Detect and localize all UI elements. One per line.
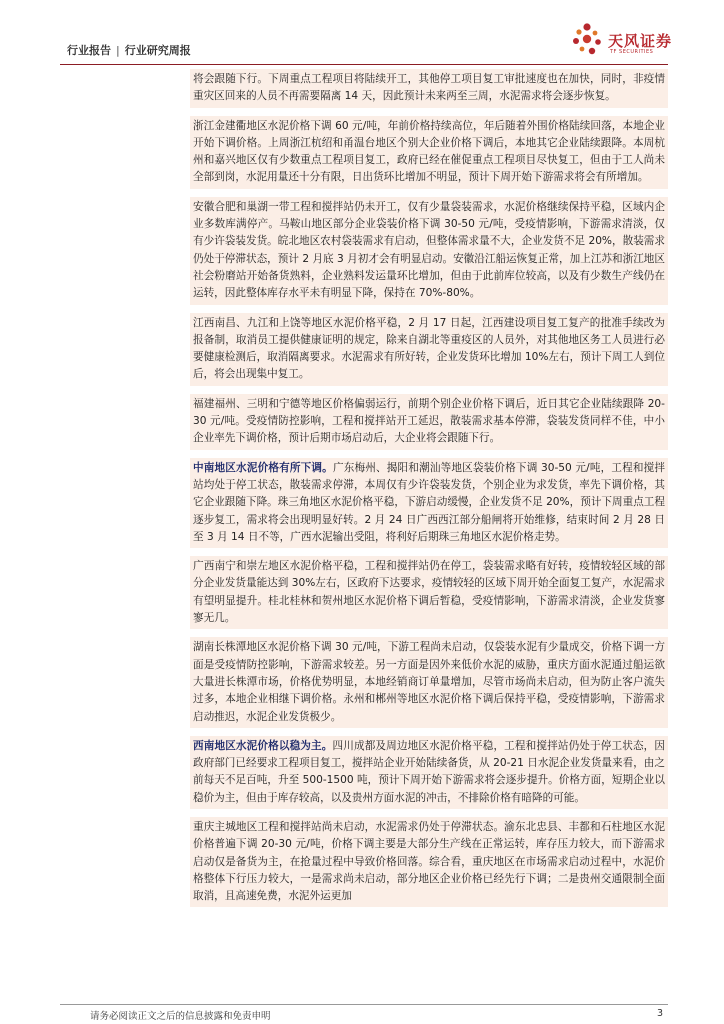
report-body (190, 69, 668, 915)
body-paragraph: 湖南长株潭地区水泥价格下调 30 元/吨，下游工程尚未启动，仅袋装水泥有少量成交，价格下调一方面是受疫情防控影响，下游需求较差。另一方面是因外来低价水泥的威胁，重庆方面水泥通过船运欲大量进长株潭市场，价格优势明显，本地经销商订单量增加，尽管市场尚未启动，但为防止客户流失过多，本地企业相继下调价格。永州和郴州等地区水泥价格下调后保持平稳，受疫情影响，下游需求启动推迟，水泥企业发货极少。 (190, 637, 668, 727)
report-subtype: 行业研究周报 (124, 44, 191, 57)
brand-name-en: TF SECURITIES (610, 49, 654, 55)
header-divider (60, 64, 668, 65)
section-lead: 中南地区水泥价格有所下调。 (193, 461, 333, 474)
body-paragraph: 广西南宁和崇左地区水泥价格平稳，工程和搅拌站仍在停工，袋装需求略有好转，疫情较轻区域的部分企业发货量能达到 30%左右，区政府下达要求，疫情较轻的区域下周开始全面复工复产，水泥需求有望明显提升。桂北桂林和贺州地区水泥价格下调后暂稳，受疫情影响，下游需求清淡，企业发货寥寥无几。 (190, 556, 668, 629)
body-paragraph: 安徽合肥和巢湖一带工程和搅拌站仍未开工，仅有少量袋装需求，水泥价格继续保持平稳，区域内企业多数库满停产。马鞍山地区部分企业袋装价格下调 30-50 元/吨，受疫情影响，下游需求清淡，仅有少许袋装发货。皖北地区农村袋装需求有启动，但整体需求量不大，企业发货不足 20%，散装需求仍处于停滞状态，预计 2 月底 3 月初才会有明显启动。安徽沿江船运恢复正常，加上江苏和浙江地区社会粉磨站开始备货熟料，企业熟料发运量环比增加，但由于此前库位较高，以及有少数生产线仍在运转，因此整体库存水平未有明显下降，保持在 70%-80%。 (190, 197, 668, 305)
body-paragraph: 将会跟随下行。下周重点工程项目将陆续开工，其他停工项目复工审批速度也在加快，同时，非疫情重灾区回来的人员不再需要隔离 14 天，因此预计未来两至三周，水泥需求将会逐步恢复。 (190, 69, 668, 108)
section-lead: 西南地区水泥价格以稳为主。 (193, 739, 333, 752)
report-type: 行业报告 (67, 44, 111, 57)
page-header (0, 0, 724, 70)
page-number: 3 (657, 1008, 664, 1019)
body-paragraph: 浙江金建衢地区水泥价格下调 60 元/吨，年前价格持续高位，年后随着外围价格陆续回落，本地企业开始下调价格。上周浙江杭绍和甬温台地区个别大企业价格下调后，本地其它企业陆续跟降。本周杭州和嘉兴地区仅有少数重点工程项目复工，政府已经在催促重点工程项目尽快复工，但由于工人尚未全部到岗，水泥用量还十分有限，日出货环比增加不明显，预计下周开始下游需求将会有所增加。 (190, 116, 668, 189)
brand-name: 天风证券 (608, 32, 673, 50)
body-paragraph: 中南地区水泥价格有所下调。广东梅州、揭阳和潮汕等地区袋装价格下调 30-50 元/吨，工程和搅拌站均处于停工状态，散装需求停滞，本周仅有少许袋装发货，个别企业为求发货，率先下调价格，其它企业跟随下降。珠三角地区水泥价格平稳，下游启动缓慢，企业发货不足 20%，预计下周重点工程逐步复工，需求将会出现明显好转。2 月 24 日广西西江部分船闸将开始维修，结束时间 2 月 28 日至 3 月 14 日不等，广西水泥输出受阻，将利好后期珠三角地区水泥价格走势。 (190, 458, 668, 548)
body-paragraph: 西南地区水泥价格以稳为主。四川成都及周边地区水泥价格平稳，工程和搅拌站仍处于停工状态，因政府部门已经要求工程项目复工，搅拌站企业开始陆续备货，从 20-21 日水泥企业发货量来看，由之前每天不足百吨，升至 500-1500 吨，预计下周开始下游需求将会逐步提升。价格方面，短期企业以稳价为主，但由于库存较高，以及贵州方面水泥的冲击，不排除价格有暗降的可能。 (190, 736, 668, 809)
report-category (67, 42, 191, 58)
footer-divider (60, 1004, 668, 1005)
body-paragraph: 江西南昌、九江和上饶等地区水泥价格平稳，2 月 17 日起，江西建设项目复工复产的批准手续改为报备制，取消员工提供健康证明的规定，除来自湖北等重疫区的人员外，对其他地区务工人员进行必要健康检测后，取消隔离要求。水泥需求有所好转，企业发货环比增加 10%左右，预计下周工人到位后，将会出现集中复工。 (190, 313, 668, 386)
brand-logo-icon (570, 22, 604, 58)
body-paragraph: 福建福州、三明和宁德等地区价格偏弱运行，前期个别企业价格下调后，近日其它企业陆续跟降 20-30 元/吨。受疫情防控影响，工程和搅拌站开工延迟，散装需求基本停滞，袋装发货同样不佳，中小企业率先下调价格，预计后期市场启动后，大企业将会跟随下行。 (190, 394, 668, 450)
disclaimer-note: 请务必阅读正文之后的信息披露和免责申明 (90, 1011, 271, 1022)
header-separator: | (116, 44, 120, 57)
body-paragraph: 重庆主城地区工程和搅拌站尚未启动，水泥需求仍处于停滞状态。渝东北忠县、丰都和石柱地区水泥价格普遍下调 20-30 元/吨，价格下调主要是大部分生产线在正常运转，库存压力较大，而下游需求启动仅是备货为主，在抢量过程中导致价格回落。综合看，重庆地区在市场需求启动过程中，水泥价格整体下行压力较大，一是需求尚未启动，部分地区企业价格已经先行下调；二是贵州交通限制全面取消，且高速免费，水泥外运更加 (190, 817, 668, 907)
brand-logo (570, 22, 673, 60)
